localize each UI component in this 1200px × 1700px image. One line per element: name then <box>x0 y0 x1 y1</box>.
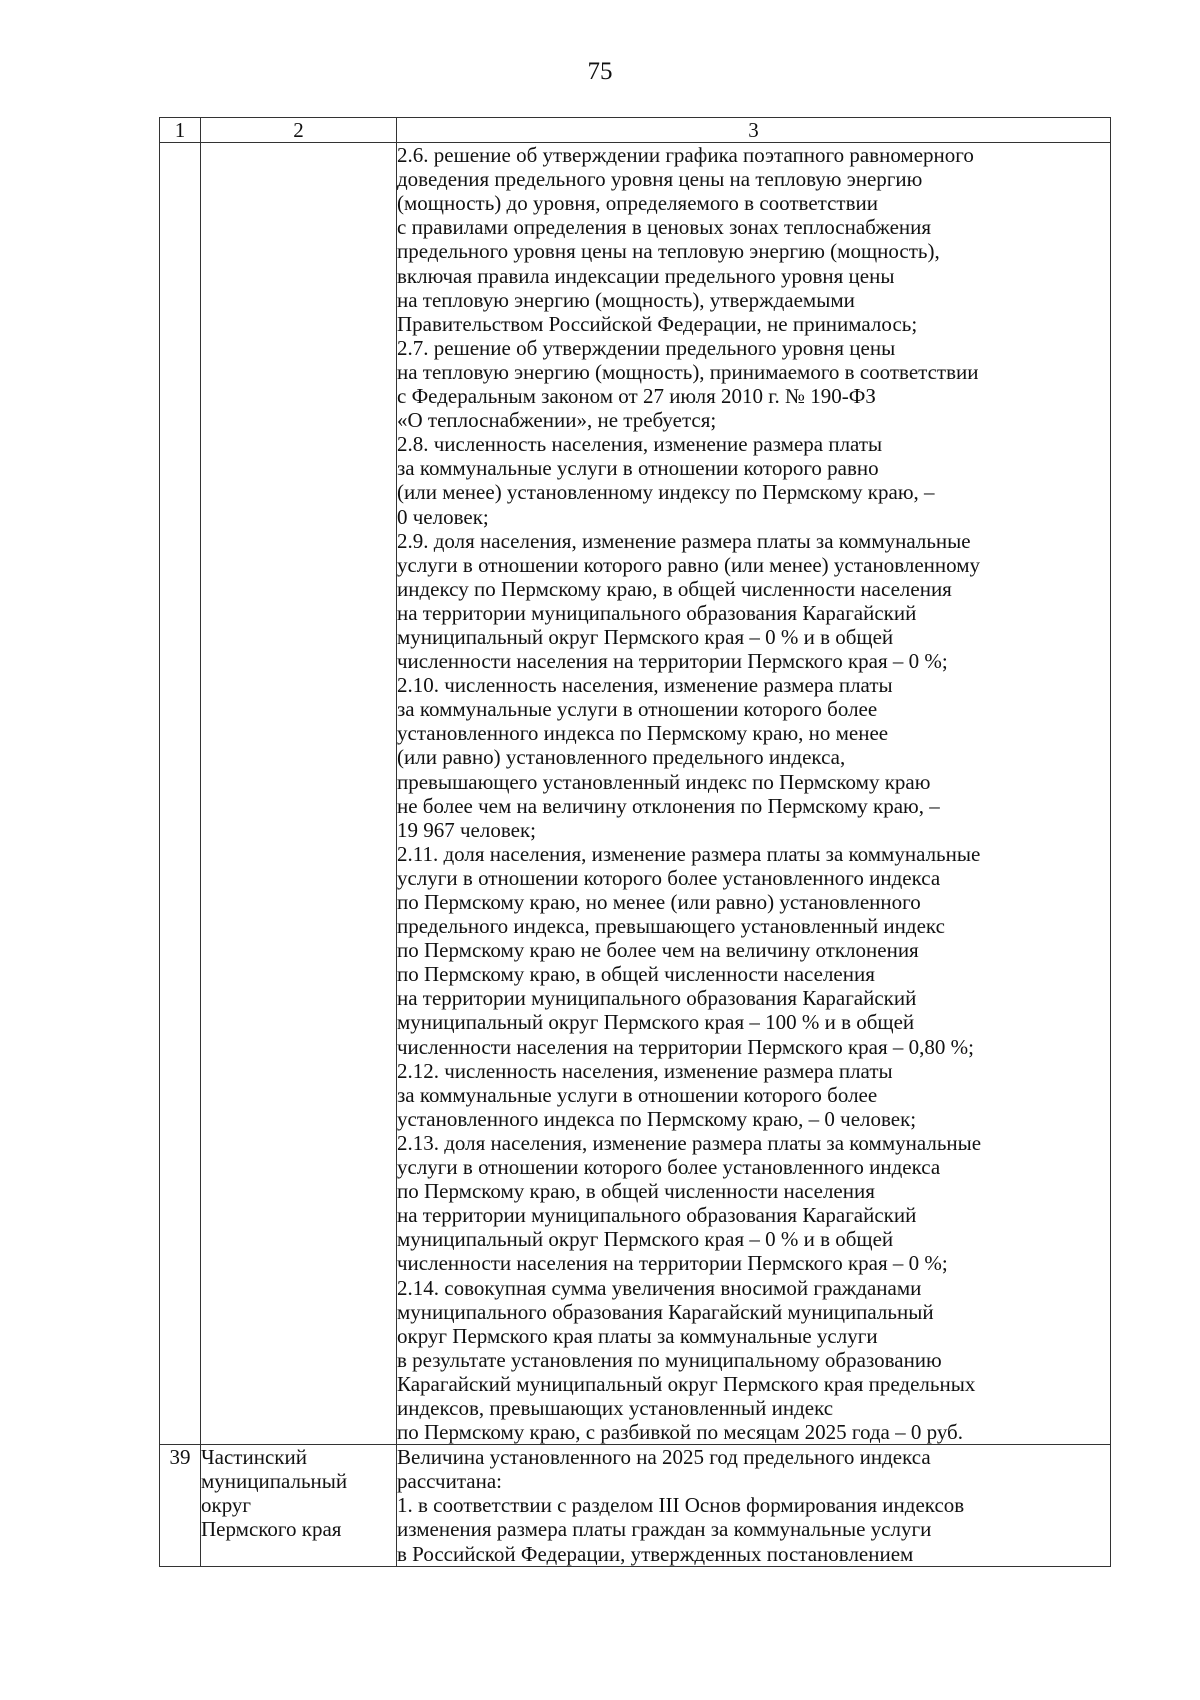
text-line: (мощность) до уровня, определяемого в соответствии <box>397 191 878 216</box>
text-line: 2.12. численность населения, изменение размера платы <box>397 1058 893 1083</box>
text-line: по Пермскому краю, но менее (или равно) установленного <box>397 890 921 914</box>
text-line: (или равно) установленного предельного индекса, <box>397 745 846 770</box>
text-line: Карагайский муниципальный округ Пермского края предельных <box>397 1371 976 1396</box>
text-line: с Федеральным законом от 27 июля 2010 г. № 190-ФЗ <box>397 384 876 409</box>
text-line: 2.13. доля населения, изменение размера платы за коммунальные <box>397 1130 982 1155</box>
text-line: Частинский <box>201 1445 307 1470</box>
text-line: на тепловую энергию (мощность), утверждаемыми <box>397 287 855 312</box>
text-line: в результате установления по муниципальному образованию <box>397 1347 942 1372</box>
text-line: по Пермскому краю не более чем на величину отклонения <box>397 938 919 963</box>
row-number-cell: 39 <box>160 1445 201 1567</box>
text-line: доведения предельного уровня цены на тепловую энергию <box>397 167 923 192</box>
text-line: муниципальный округ Пермского края – 0 % и в общей <box>397 1227 894 1252</box>
text-line: не более чем на величину отклонения по Пермскому краю, – <box>397 793 940 818</box>
text-line: предельного индекса, превышающего установленный индекс <box>397 914 945 939</box>
text-line: на территории муниципального образования Карагайский <box>397 1203 917 1228</box>
column-header-2: 2 <box>201 118 397 143</box>
text-line: численности населения на территории Пермского края – 0 %; <box>397 1251 948 1276</box>
text-line: муниципальный округ Пермского края – 0 % и в общей <box>397 624 894 649</box>
text-line: Правительством Российской Федерации, не принималось; <box>397 311 918 336</box>
municipality-cell <box>201 1445 397 1567</box>
text-line: услуги в отношении которого равно (или менее) установленному <box>397 552 981 577</box>
text-line: по Пермскому краю, в общей численности населения <box>397 962 875 987</box>
text-line: рассчитана: <box>397 1469 502 1494</box>
text-line: по Пермскому краю, в общей численности населения <box>397 1179 875 1204</box>
municipality-cell <box>201 143 397 1445</box>
column-header-1: 1 <box>160 118 201 143</box>
text-line: за коммунальные услуги в отношении которого более <box>397 1082 878 1107</box>
text-line: в Российской Федерации, утвержденных постановлением <box>397 1541 914 1566</box>
text-line: изменения размера платы граждан за коммунальные услуги <box>397 1517 932 1542</box>
text-line: превышающего установленный индекс по Пермскому краю <box>397 769 931 794</box>
text-line: округ Пермского края платы за коммунальные услуги <box>397 1323 878 1348</box>
text-line: Величина установленного на 2025 год предельного индекса <box>397 1445 931 1470</box>
text-line: 2.10. численность населения, изменение размера платы <box>397 673 893 698</box>
text-line: муниципального образования Карагайский муниципальный <box>397 1299 934 1324</box>
text-line: 2.6. решение об утверждении графика поэтапного равномерного <box>397 143 974 168</box>
text-line: на тепловую энергию (мощность), принимаемого в соответствии <box>397 359 979 384</box>
text-line: 0 человек; <box>397 504 489 529</box>
text-line: установленного индекса по Пермскому краю, – 0 человек; <box>397 1106 917 1131</box>
text-line: муниципальный округ Пермского края – 100 % и в общей <box>397 1010 915 1035</box>
text-line: (или менее) установленному индексу по Пермскому краю, – <box>397 480 935 505</box>
row-number-cell <box>160 143 201 1445</box>
description-cell <box>397 1445 1111 1567</box>
text-line: за коммунальные услуги в отношении которого равно <box>397 456 879 481</box>
page-number: 75 <box>587 58 613 85</box>
text-line: Пермского края <box>201 1517 342 1542</box>
text-line: численности населения на территории Пермского края – 0 %; <box>397 649 948 674</box>
text-line: за коммунальные услуги в отношении которого более <box>397 697 878 722</box>
text-line: предельного уровня цены на тепловую энергию (мощность), <box>397 239 940 264</box>
text-line: муниципальный <box>201 1469 348 1494</box>
table-row <box>160 143 1111 1445</box>
text-line: округ <box>201 1493 252 1518</box>
description-cell <box>397 143 1111 1445</box>
text-line: по Пермскому краю, с разбивкой по месяцам 2025 года – 0 руб. <box>397 1420 963 1445</box>
text-line: 2.8. численность населения, изменение размера платы <box>397 432 883 457</box>
text-line: индексов, превышающих установленный индекс <box>397 1395 834 1420</box>
table-header-row <box>160 118 1111 143</box>
text-line: «О теплоснабжении», не требуется; <box>397 408 717 433</box>
text-line: с правилами определения в ценовых зонах теплоснабжения <box>397 215 932 240</box>
text-line: на территории муниципального образования Карагайский <box>397 600 917 625</box>
text-line: установленного индекса по Пермскому краю, но менее <box>397 721 889 746</box>
text-line: 1. в соответствии с разделом III Основ формирования индексов <box>397 1493 965 1518</box>
document-table <box>159 117 1111 1567</box>
text-line: услуги в отношении которого более установленного индекса <box>397 1155 941 1180</box>
text-line: 2.9. доля населения, изменение размера платы за коммунальные <box>397 528 971 553</box>
table-row <box>160 1445 1111 1567</box>
text-line: 2.11. доля населения, изменение размера платы за коммунальные <box>397 841 981 866</box>
column-header-3: 3 <box>397 118 1111 143</box>
text-line: услуги в отношении которого более установленного индекса <box>397 865 941 890</box>
text-line: численности населения на территории Пермского края – 0,80 %; <box>397 1034 974 1059</box>
text-line: 2.14. совокупная сумма увеличения вносимой гражданами <box>397 1275 922 1300</box>
text-line: на территории муниципального образования Карагайский <box>397 986 917 1011</box>
text-line: 19 967 человек; <box>397 817 537 842</box>
text-line: индексу по Пермскому краю, в общей численности населения <box>397 576 952 601</box>
text-line: включая правила индексации предельного уровня цены <box>397 263 895 288</box>
text-line: 2.7. решение об утверждении предельного уровня цены <box>397 335 896 360</box>
